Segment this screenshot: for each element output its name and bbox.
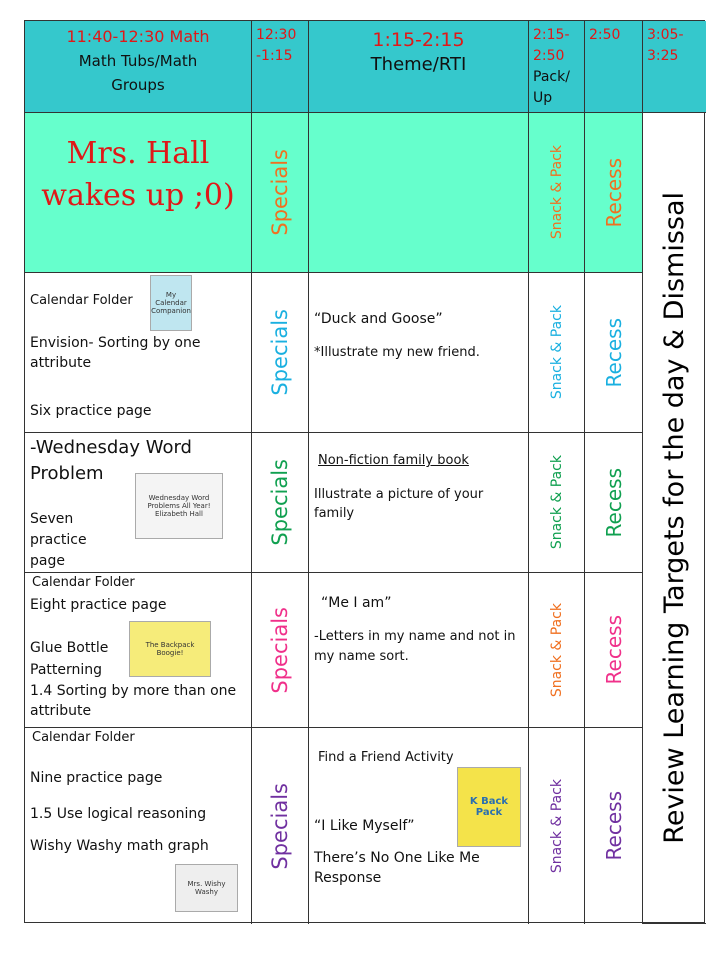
theme-cell bbox=[309, 573, 529, 728]
snack-cell bbox=[529, 573, 585, 728]
kbackpack-thumbnail: K Back Pack bbox=[457, 767, 521, 847]
specials-cell bbox=[252, 273, 309, 433]
theme-cell bbox=[309, 433, 529, 573]
pack-title: Pack/ Up bbox=[533, 69, 570, 106]
specials-cell bbox=[252, 433, 309, 573]
pack-time: 2:15-2:50 bbox=[533, 27, 570, 64]
specials-time: 12:30 -1:15 bbox=[252, 21, 309, 113]
snack-label: Snack & Pack bbox=[548, 145, 565, 240]
math-cell bbox=[25, 573, 252, 728]
theme-item: -Letters in my name and not in my name sort. bbox=[314, 629, 516, 664]
theme-item: Non-fiction family book bbox=[318, 453, 469, 468]
word-problem-thumbnail: Wednesday Word Problems All Year! Elizabeth Hall bbox=[135, 473, 223, 539]
theme-cell bbox=[309, 728, 529, 924]
math-time: 11:40-12:30 Math bbox=[66, 27, 210, 46]
header-pack bbox=[529, 21, 585, 113]
math-item: 1.5 Use logical reasoning bbox=[30, 806, 207, 822]
theme-item: “Me I am” bbox=[321, 595, 392, 611]
math-item: Calendar Folder bbox=[32, 575, 135, 590]
theme-title: Theme/RTI bbox=[370, 54, 467, 75]
recess-cell bbox=[585, 113, 643, 273]
math-item: Calendar Folder bbox=[32, 730, 135, 745]
snack-cell bbox=[529, 433, 585, 573]
math-item: Nine practice page bbox=[30, 770, 163, 786]
recess-label: Recess bbox=[601, 467, 626, 538]
theme-item: Illustrate a picture of your family bbox=[314, 487, 484, 521]
math-item: Envision- Sorting by one attribute bbox=[30, 335, 201, 371]
theme-item: *Illustrate my new friend. bbox=[314, 345, 480, 360]
dismissal-cell bbox=[643, 113, 706, 924]
math-cell bbox=[25, 273, 252, 433]
math-item: 1.4 Sorting by more than one attribute bbox=[30, 683, 237, 719]
snack-label: Snack & Pack bbox=[548, 305, 565, 400]
calendar-thumbnail: My Calendar Companion bbox=[150, 275, 192, 331]
recess-time: 2:50 bbox=[585, 21, 643, 113]
math-title: Math Tubs/Math Groups bbox=[78, 52, 198, 94]
recess-cell bbox=[585, 728, 643, 924]
dismissal-label: Review Learning Targets for the day & Dismissal bbox=[659, 192, 690, 844]
theme-item: Find a Friend Activity bbox=[318, 750, 454, 765]
math-cell bbox=[25, 433, 252, 573]
math-item: Six practice page bbox=[30, 403, 152, 419]
specials-label: Specials bbox=[268, 459, 292, 546]
dismissal-time: 3:05-3:25 bbox=[643, 21, 706, 113]
recess-label: Recess bbox=[601, 157, 626, 228]
specials-cell bbox=[252, 728, 309, 924]
theme-item: There’s No One Like Me Response bbox=[314, 850, 480, 886]
specials-label: Specials bbox=[268, 149, 292, 236]
recess-cell bbox=[585, 273, 643, 433]
recess-label: Recess bbox=[601, 317, 626, 388]
wake-up-note: Mrs. Hall wakes up ;0) bbox=[25, 113, 252, 273]
specials-cell bbox=[252, 113, 309, 273]
math-item: Glue Bottle Patterning bbox=[30, 640, 109, 678]
schedule-table bbox=[24, 20, 705, 923]
wishy-washy-thumbnail: Mrs. Wishy Washy bbox=[175, 864, 238, 912]
recess-cell bbox=[585, 573, 643, 728]
math-cell bbox=[25, 728, 252, 924]
theme-cell bbox=[309, 113, 529, 273]
theme-item: “I Like Myself” bbox=[314, 818, 415, 834]
recess-label: Recess bbox=[601, 615, 626, 685]
specials-label: Specials bbox=[268, 309, 292, 396]
theme-time: 1:15-2:15 bbox=[372, 29, 465, 51]
recess-label: Recess bbox=[601, 791, 626, 861]
specials-label: Specials bbox=[268, 782, 292, 870]
recess-cell bbox=[585, 433, 643, 573]
specials-label: Specials bbox=[268, 606, 292, 694]
snack-label: Snack & Pack bbox=[548, 602, 565, 698]
math-item: Calendar Folder bbox=[30, 293, 133, 308]
math-item: Wishy Washy math graph bbox=[30, 838, 209, 854]
specials-cell bbox=[252, 573, 309, 728]
snack-cell bbox=[529, 273, 585, 433]
snack-cell bbox=[529, 728, 585, 924]
snack-cell bbox=[529, 113, 585, 273]
math-item: Seven practice page bbox=[30, 511, 87, 569]
backpack-thumbnail: The Backpack Boogie! bbox=[129, 621, 211, 677]
snack-label: Snack & Pack bbox=[548, 778, 565, 874]
header-math bbox=[25, 21, 252, 113]
math-item: -Wednesday Word Problem bbox=[30, 437, 192, 484]
header-theme bbox=[309, 21, 529, 113]
snack-label: Snack & Pack bbox=[548, 455, 565, 550]
theme-item: “Duck and Goose” bbox=[314, 311, 443, 327]
theme-cell bbox=[309, 273, 529, 433]
math-item: Eight practice page bbox=[30, 597, 167, 613]
